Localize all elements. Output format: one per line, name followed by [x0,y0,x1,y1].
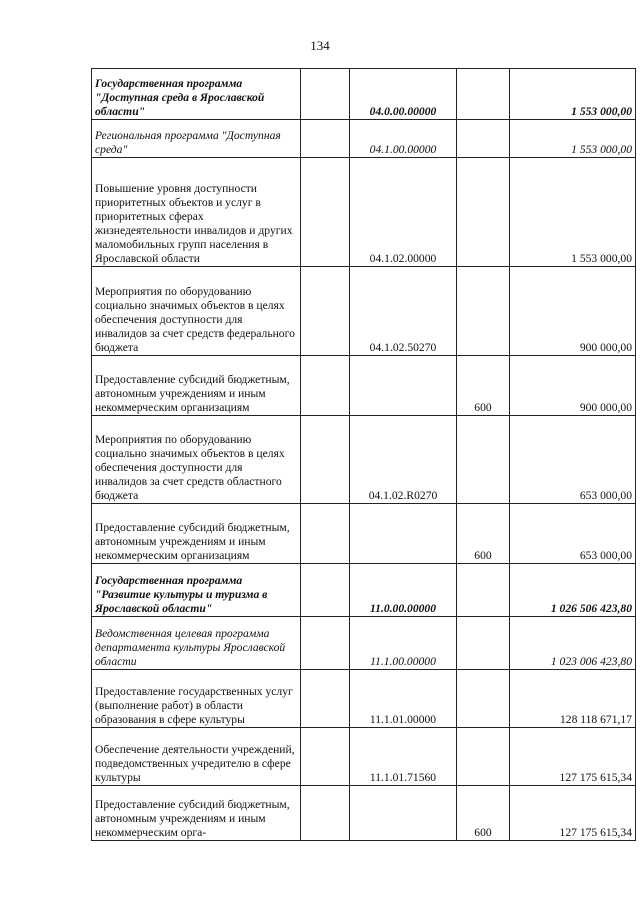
row-empty-cell [301,416,350,504]
row-empty-cell [301,504,350,564]
table-row [92,356,636,416]
row-name: Региональная программа "Доступная среда" [92,120,301,158]
row-empty-cell [301,728,350,786]
row-empty-cell [301,617,350,670]
row-name: Повышение уровня доступности приоритетных объектов и услуг в приоритетных сферах жизнедеятельности инвалидов и других маломобильных групп населения в Ярославской области [92,158,301,267]
row-code: 04.1.02.00000 [350,158,457,267]
budget-table [91,68,636,841]
row-name: Мероприятия по оборудованию социально значимых объектов в целях обеспечения доступности для инвалидов за счет средств областного бюджета [92,416,301,504]
row-expense-type [457,267,510,356]
row-code [350,356,457,416]
row-amount: 127 175 615,34 [510,786,636,841]
table-row [92,670,636,728]
row-name: Мероприятия по оборудованию социально значимых объектов в целях обеспечения доступности для инвалидов за счет средств федерального бюджета [92,267,301,356]
row-code: 11.1.01.00000 [350,670,457,728]
row-amount: 1 026 506 423,80 [510,564,636,617]
row-amount: 1 553 000,00 [510,69,636,120]
row-amount: 1 553 000,00 [510,158,636,267]
row-empty-cell [301,356,350,416]
row-empty-cell [301,120,350,158]
row-code: 11.1.01.71560 [350,728,457,786]
row-amount: 1 553 000,00 [510,120,636,158]
row-expense-type [457,728,510,786]
row-name: Предоставление субсидий бюджетным, автономным учреждениям и иным некоммерческим организациям [92,356,301,416]
row-amount: 127 175 615,34 [510,728,636,786]
row-amount: 653 000,00 [510,416,636,504]
row-name: Предоставление субсидий бюджетным, автономным учреждениям и иным некоммерческим организациям [92,504,301,564]
table-row [92,267,636,356]
row-name: Ведомственная целевая программа департамента культуры Ярославской области [92,617,301,670]
row-amount: 900 000,00 [510,267,636,356]
row-name: Предоставление государственных услуг (выполнение работ) в области образования в сфере культуры [92,670,301,728]
row-code [350,504,457,564]
row-name: Государственная программа "Доступная среда в Ярославской области" [92,69,301,120]
row-name: Обеспечение деятельности учреждений, подведомственных учредителю в сфере культуры [92,728,301,786]
row-code: 11.1.00.00000 [350,617,457,670]
row-expense-type [457,617,510,670]
row-expense-type [457,158,510,267]
row-amount: 1 023 006 423,80 [510,617,636,670]
row-empty-cell [301,158,350,267]
row-code: 11.0.00.00000 [350,564,457,617]
row-expense-type: 600 [457,504,510,564]
row-code [350,786,457,841]
row-expense-type [457,416,510,504]
row-code: 04.1.02.R0270 [350,416,457,504]
table-row [92,786,636,841]
page-number: 134 [310,38,330,53]
row-empty-cell [301,670,350,728]
row-empty-cell [301,267,350,356]
row-expense-type [457,120,510,158]
row-expense-type: 600 [457,356,510,416]
row-empty-cell [301,69,350,120]
table-row [92,564,636,617]
row-amount: 900 000,00 [510,356,636,416]
row-expense-type [457,564,510,617]
table-row [92,416,636,504]
table-row [92,617,636,670]
row-expense-type: 600 [457,786,510,841]
row-amount: 128 118 671,17 [510,670,636,728]
row-code: 04.1.00.00000 [350,120,457,158]
row-expense-type [457,670,510,728]
row-empty-cell [301,564,350,617]
row-code: 04.1.02.50270 [350,267,457,356]
table-row [92,504,636,564]
row-code: 04.0.00.00000 [350,69,457,120]
row-expense-type [457,69,510,120]
table-row [92,728,636,786]
row-name: Государственная программа "Развитие культуры и туризма в Ярославской области" [92,564,301,617]
table-row [92,120,636,158]
table-row [92,69,636,120]
row-amount: 653 000,00 [510,504,636,564]
row-name: Предоставление субсидий бюджетным, автономным учреждениям и иным некоммерческим орга- [92,786,301,841]
table-row [92,158,636,267]
row-empty-cell [301,786,350,841]
